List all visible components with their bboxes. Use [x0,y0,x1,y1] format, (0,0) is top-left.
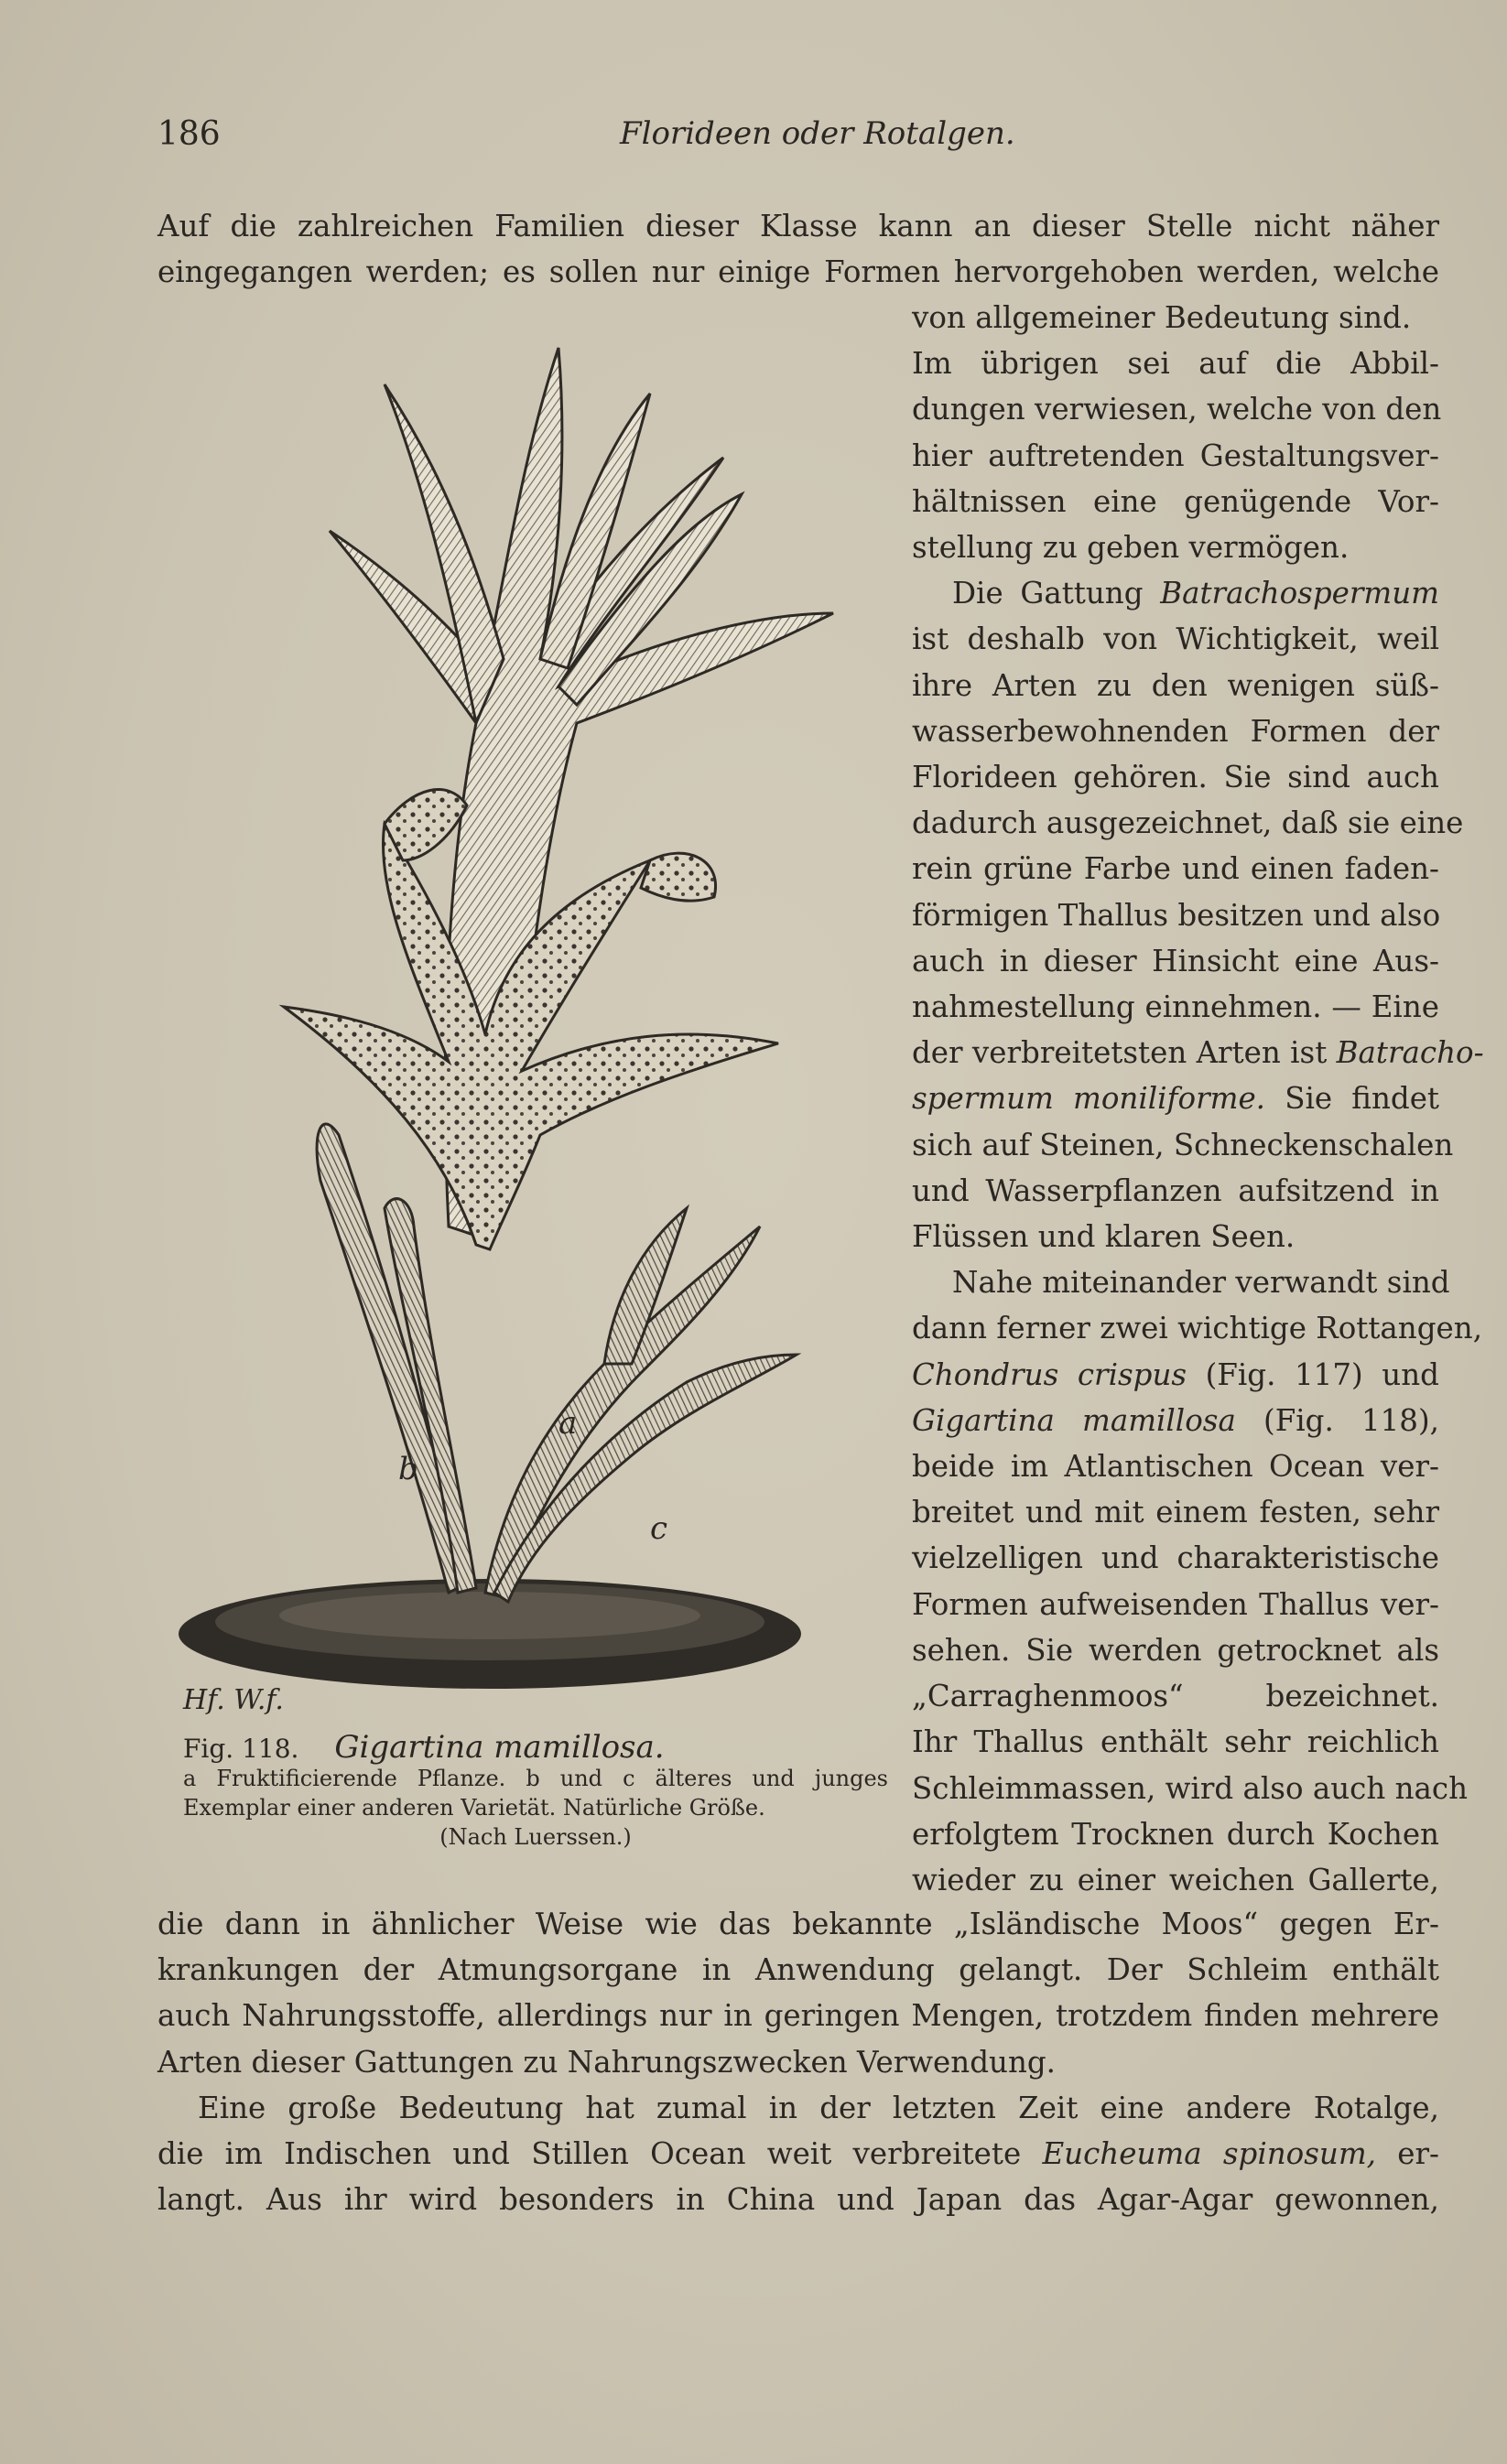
text-line: und Wasserpflanzen aufsitzend in [912,1173,1439,1208]
text-line: wieder zu einer weichen Gallerte, [912,1862,1439,1897]
text-line: Formen aufweisenden Thallus ver- [912,1586,1439,1622]
text-line: sehen. Sie werden getrocknet als [912,1632,1439,1668]
seaweed-drawing [174,311,879,1721]
text-line: rein grüne Farbe und einen faden- [912,851,1439,887]
text-line: eingegangen werden; es sollen nur einige Formen hervorgehoben werden, welche [157,254,1439,290]
figure-label-c: c [650,1510,668,1547]
text-line: hältnissen eine genügende Vor- [912,483,1439,519]
text-line: Gigartina mamillosa (Fig. 118), [912,1402,1439,1438]
text-line: von allgemeiner Bedeutung sind. [912,300,1412,335]
taxon-name: Batracho- [1336,1035,1484,1071]
text-line: Chondrus crispus (Fig. 117) und [912,1356,1439,1392]
figure-label-b: b [398,1451,418,1487]
caption-source: (Nach Luerssen.) [439,1824,632,1850]
text-line: der verbreitetsten Arten ist Batracho- [912,1035,1484,1071]
text-line: langt. Aus ihr wird besonders in China und Japan das Agar-Agar gewonnen, [157,2182,1439,2218]
taxon-name: Batrachospermum [1160,576,1439,611]
text-line: die dann in ähnlicher Weise wie das bekannte „Isländische Moos“ gegen Er- [157,1907,1439,1941]
text-line: Schleimmassen, wird also auch nach [912,1770,1469,1806]
text-line: die im Indischen und Stillen Ocean weit verbreitete Eucheuma spinosum, er- [157,2136,1439,2172]
text-line: dadurch ausgezeichnet, daß sie eine [912,805,1464,841]
text-line: Nahe miteinander verwandt sind [952,1265,1450,1301]
figure-caption [183,1729,888,1852]
text-line: Ihr Thallus enthält sehr reichlich [912,1724,1439,1760]
text-line: ist deshalb von Wichtigkeit, weil [912,621,1439,657]
running-title: Florideen oder Rotalgen. [620,115,1015,152]
taxon-name: Chondrus crispus [912,1356,1187,1392]
text-line: sich auf Steinen, Schneckenschalen [912,1127,1454,1162]
intro-paragraph [157,203,1439,295]
text-line: auch Nahrungsstoffe, allerdings nur in geringen Mengen, trotzdem finden mehrere [157,1998,1439,2034]
text-line: dann ferner zwei wichtige Rottangen, [912,1311,1483,1346]
text-line: Eine große Bedeutung hat zumal in der letzten Zeit eine andere Rotalge, [198,2090,1439,2125]
taxon-name: Gigartina mamillosa [912,1402,1236,1438]
right-column-text [912,295,1484,1903]
caption-title: Fig. 118. Gigartina mamillosa. [183,1729,665,1766]
closing-paragraphs [157,1901,1439,2222]
text-line: förmigen Thallus besitzen und also [912,897,1441,933]
text-line: wasserbewohnenden Formen der [912,713,1439,749]
text-line: breitet und mit einem festen, sehr [912,1495,1439,1530]
text-line: Flüssen und klaren Seen. [912,1219,1296,1255]
text-line: krankungen der Atmungsorgane in Anwendung gelangt. Der Schleim enthält [157,1952,1439,1988]
text-line: „Carraghenmoos“ bezeichnet. [912,1679,1439,1714]
figure-label-a: a [558,1405,578,1442]
text-line: nahmestellung einnehmen. — Eine [912,989,1439,1025]
text-line: Die Gattung Batrachospermum [952,576,1439,611]
taxon-name: spermum moniliforme. [912,1081,1266,1117]
text-line: beide im Atlantischen Ocean ver- [912,1449,1439,1485]
seaweed-illustration [174,311,879,1721]
text-line: ihre Arten zu den wenigen süß- [912,667,1439,703]
page-number: 186 [157,115,221,153]
page-header [157,115,1439,161]
text-line: vielzelligen und charakteristische [912,1540,1439,1576]
text-line: Florideen gehören. Sie sind auch [912,760,1439,795]
text-line: auch in dieser Hinsicht eine Aus- [912,943,1439,978]
caption-body: a Fruktificierende Pflanze. b und c älteres und junges Exemplar einer anderen Varietät. Natürliche Größe. [183,1766,888,1821]
artist-signature: Hf. W.f. [183,1684,284,1716]
text-line: erfolgtem Trocknen durch Kochen [912,1816,1439,1852]
text-line: Arten dieser Gattungen zu Nahrungszwecken Verwendung. [157,2044,1057,2080]
text-line: Im übrigen sei auf die Abbil- [912,346,1439,382]
ground-mound [179,1579,801,1689]
text-line: Auf die zahlreichen Familien dieser Klasse kann an dieser Stelle nicht näher [157,209,1439,243]
lower-fronds [317,1124,797,1602]
text-line: spermum moniliforme. Sie findet [912,1081,1439,1117]
text-line: hier auftretenden Gestaltungsver- [912,438,1439,473]
taxon-name: Eucheuma spinosum, [1042,2136,1376,2172]
text-line: stellung zu geben vermögen. [912,530,1350,566]
text-line: dungen verwiesen, welche von den [912,392,1442,427]
